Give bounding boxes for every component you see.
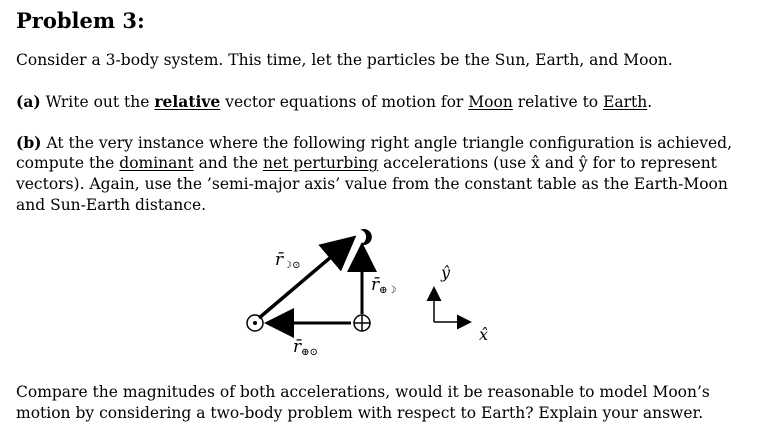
part-b-text-1: At the very instance where the following right angle triangle configuration is achieved, bbox=[46, 134, 733, 152]
label-r-earth-sun: r̄⊕⊙ bbox=[293, 337, 318, 358]
label-r-moon-sun: r̄☽⊙ bbox=[275, 250, 301, 271]
label-x-hat: x̂ bbox=[479, 325, 489, 344]
part-a-earth: Earth bbox=[603, 93, 648, 111]
part-a-text-1: Write out the bbox=[45, 93, 150, 111]
part-b-text-2a: compute the bbox=[16, 154, 115, 172]
part-a-label: (a) bbox=[16, 92, 41, 111]
part-a-moon: Moon bbox=[468, 93, 513, 111]
closing-line-2: motion by considering a two-body problem with respect to Earth? Explain your answer. bbox=[16, 404, 704, 422]
problem-title: Problem 3: bbox=[16, 8, 145, 33]
part-a-period: . bbox=[647, 93, 653, 111]
closing-line-1: Compare the magnitudes of both accelerations, would it be reasonable to model Moon’s bbox=[16, 383, 710, 401]
moon-icon bbox=[360, 229, 372, 245]
part-b-line-4: and Sun-Earth distance. bbox=[16, 196, 207, 214]
moon-sun-vector bbox=[259, 240, 351, 318]
part-b-label: (b) bbox=[16, 133, 42, 152]
intro-text: Consider a 3-body system. This time, let the particles be the Sun, Earth, and Moon. bbox=[16, 51, 673, 69]
label-y-hat: ŷ bbox=[441, 263, 451, 282]
part-a-text-2: vector equations of motion for bbox=[225, 93, 464, 111]
part-b-line-3: vectors). Again, use the ’semi-major axis’ value from the constant table as the Earth-Moon bbox=[16, 175, 728, 193]
label-r-earth-moon: r̄⊕☽ bbox=[371, 275, 397, 296]
part-b-text-2c: accelerations (use x̂ and ŷ for to represent bbox=[383, 154, 717, 172]
part-b-net-perturbing: net perturbing bbox=[262, 154, 379, 172]
part-a-text-3: relative to bbox=[517, 93, 599, 111]
part-b-text-2b: and the bbox=[198, 154, 259, 172]
part-b-dominant: dominant bbox=[119, 154, 194, 172]
part-a-relative: relative bbox=[154, 92, 221, 111]
